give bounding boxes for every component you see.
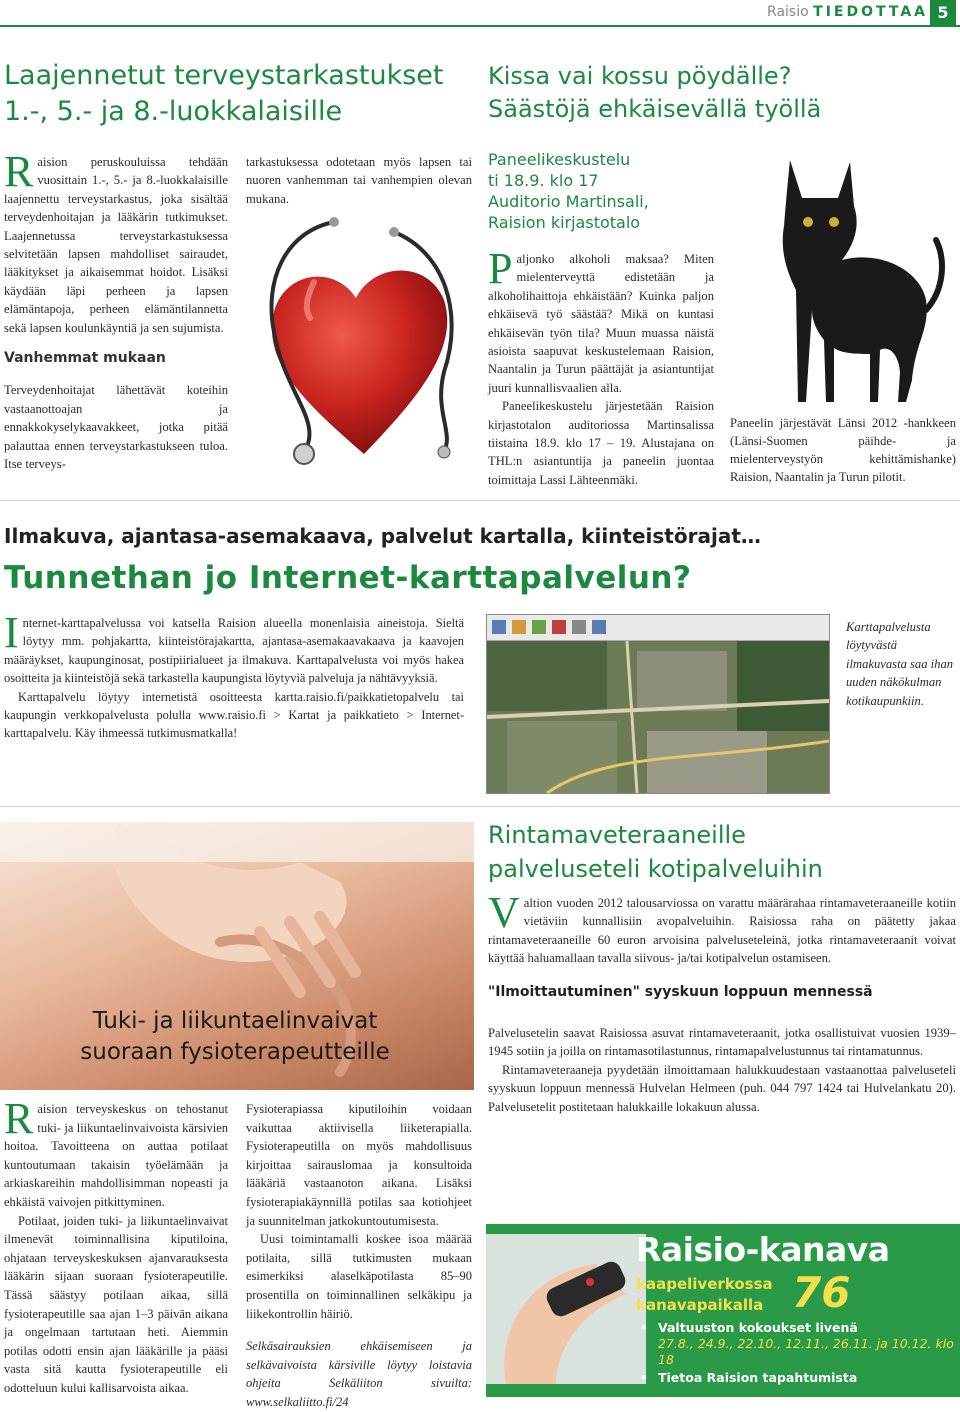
article3-body [4,608,464,743]
article2-body [488,244,714,489]
article4-paragraph4: Uusi toimintamalli koskee isoa määrää potilaita, sillä tutkimusten mukaan esimerkiksi alaselkäpotilasta 85–90 prosentilla on toiminnallinen selkäkipu ja liikekontrollin häiriö. [246,1232,472,1321]
heart-stethoscope-image [244,212,472,478]
article3-caption: Karttapalvelusta löytyvästä ilmakuvasta saa ihan uuden näkökulman kotikaupunkiin. [846,620,954,708]
article1-paragraph3: tarkastuksessa odotetaan myös lapsen tai nuoren vanhemman tai vanhempien olevan mukana. [246,155,472,206]
article5-title [488,818,948,886]
article2-paragraph2: Paneelikeskustelu järjestetään Raision kirjastotalon auditoriossa Martinsalissa tiistaina 18.9. klo 17 – 19. Alustajana on THL:n asiantuntija ja paneelin juontaa toimittaja Lassi Lähteenmäki. [488,399,714,487]
article3-paragraph2: Karttapalvelu löytyy internetistä osoitteesta kartta.raisio.fi/paikkatietopalvelu tai kaupungin verkkopalvelusta polulla www.raisio.fi > Kartat ja paikkatieto > Internet-karttapalvelu. Käy ihmeessä tutkimusmatkalla! [4,689,464,741]
article4-dropcap: R [4,1094,34,1143]
article3-title: Tunnethan jo Internet-karttapalvelun? [4,560,692,596]
article2-dropcap: P [488,244,513,293]
ad-bullet1 [636,1320,956,1336]
article5-title-line2: palveluseteli kotipalveluihin [488,855,823,883]
map-tool-icon [512,620,526,634]
article1-paragraph1: aision peruskouluissa tehdään vuosittain 1.-, 5.- ja 8.-luokkalaisille laajennettu terveystarkastus, joka sisältää terveydenhoitajan ja lääkärin tutkimukset. Laajennetussa terveystarkastuksessa selvitetään lapsen mahdolliset sairaudet, lääkitykset ja aikaisemmat hoidot. Lisäksi käydään läpi perheen ja lapsen elämäntapoja, perheen elämäntilannetta sekä lapsen koulunkäyntiä ja sen sujumista. [4,155,228,335]
article2-title [488,60,928,126]
map-tool-icon [592,620,606,634]
bullet-icon: • [640,1320,648,1335]
ad-channel-number: 76 [792,1268,851,1317]
event-line4: Raision kirjastotalo [488,213,641,232]
masthead-rule [0,25,960,27]
article5-paragraph3: Rintamaveteraaneja pyydetään ilmoittamaan halukkuudestaan vastaanottaa palveluseteli syyskuun loppuun mennessä Hulvelan Helmeen (puh. 044 797 1424 tai Hulvelankatu 20). Palvelusetelit postitetaan halukkaille lokakuun alussa. [488,1062,956,1114]
brand-raisio: Raisio [767,4,809,20]
ad-channel-text [636,1274,773,1316]
map-tool-icon [572,620,586,634]
article5-dropcap: V [488,888,520,937]
article2-event-info [488,149,708,233]
raisio-kanava-ad [486,1224,960,1397]
brand-section: TIEDOTTAA [813,4,928,20]
article1-title-line1: Laajennetut terveystarkastukset [4,60,444,91]
article5-title-line1: Rintamaveteraaneille [488,821,746,849]
map-tool-icon [532,620,546,634]
article1-title [4,58,474,130]
page-number: 5 [930,0,956,26]
article1-subheading: Vanhemmat mukaan [4,350,166,367]
map-tool-icon [552,620,566,634]
article2-title-line1: Kissa vai kossu pöydälle? [488,62,792,90]
article4-title [40,1006,430,1068]
article2-paragraph1: aljonko alkoholi maksaa? Miten mielenterveyttä edistetään ja alkoholihaittoja ehkäistään? Kuinka paljon ehkäisevä työ säästää? Mikä on kuntasi ehkäisevän työn tila? Muun muassa näistä asioista saapuvat keskustelemaan Raision, Naantalin ja Turun päättäjät ja asiantuntijat juuri kunnallisvaalien alla. [488,252,714,395]
section-divider-2 [0,806,960,807]
article1-paragraph2: Terveydenhoitajat lähettävät koteihin vastaanottoajan ja ennakkokyselykaavakkeet, jotka pitää palauttaa ennen terveystarkastukseen tuloa. Itse terveys- [4,383,228,472]
article4-paragraph3: Fysioterapiassa kiputiloihin voidaan vaikuttaa aktiivisella liiketerapialla. Fysioterapeutilla on myös mahdollisuus kirjoittaa sairauslomaa ja konsultoida lääkäriä vastaanoton aikana. Lisäksi fysioterapiakäynnillä potilas saa kotiohjeet ja suunnitelman jatkokuntoutumisesta. [246,1102,472,1228]
map-tool-icon [492,620,506,634]
ad-title: Raisio-kanava [636,1230,890,1269]
event-line3: Auditorio Martinsali, [488,192,649,211]
ad-bullet1-dates: 27.8., 24.9., 22.10., 12.11., 26.11. ja 10.12. klo 18 [658,1336,954,1367]
article4-title-line2: suoraan fysioterapeutteille [80,1039,390,1065]
bullet-icon: • [640,1370,648,1385]
aerial-map [487,641,829,793]
article5-body-top [488,888,956,968]
article4-col1 [4,1094,228,1398]
event-line1: Paneelikeskustelu [488,150,631,169]
article2-title-line2: Säästöjä ehkäisevällä työllä [488,95,822,123]
masthead [0,0,960,28]
map-toolbar [487,615,829,641]
ad-bullet2 [636,1370,956,1386]
article4-title-line1: Tuki- ja liikuntaelinvaivat [92,1008,378,1034]
event-line2: ti 18.9. klo 17 [488,171,599,190]
masthead-brand [767,4,928,20]
article2-caption: Paneelin järjestävät Länsi 2012 -hankkeen (Länsi-Suomen päihde- ja mielenterveystyön kehittämishanke) Raision, Naantalin ja Turun pilotit. [730,416,956,484]
black-cat-image [730,140,956,410]
ad-line2: kanavapaikalla [636,1296,764,1314]
article5-body-bottom [488,1024,956,1116]
article4-col2 [246,1100,472,1412]
ad-line1: kaapeliverkossa [636,1275,773,1293]
ad-bullet1-text: Valtuuston kokoukset livenä [658,1320,858,1335]
article3-kicker: Ilmakuva, ajantasa-asemakaava, palvelut kartalla, kiinteistörajat… [4,524,761,548]
article1-title-line2: 1.-, 5.- ja 8.-luokkalaisille [4,96,343,127]
article3-dropcap: I [4,608,19,657]
article5-paragraph2: Palvelusetelin saavat Raisiossa asuvat rintamaveteraanit, jotka osallistuivat vuosien 1939–1945 sotiin ja joilla on rintamasotilastunnus, rintamapalvelustunnus tai rintamatunnus. [488,1026,956,1059]
map-service-screenshot [486,614,830,794]
article1-col1 [4,147,228,474]
article5-subheading: "Ilmoittautuminen" syyskuun loppuun mennessä [488,984,873,1000]
article3-paragraph1: nternet-karttapalvelussa voi katsella Raision alueella monenlaisia aineistoja. Sieltä löytyy mm. pohjakartta, kiinteistörajakartta, ajantasa-asemakaavakaava ja kaavojen määräykset, kaupunginosat, postipiirialueet ja ilmakuva. Karttapalvelusta voi myös hakea osoitteita ja kiinteistöjä sekä tarkastella kaupungista löytyviä palveluja ja nähtävyyksiä. [4,616,464,686]
article1-dropcap: R [4,147,34,196]
section-divider-1 [0,500,960,501]
article4-paragraph2: Potilaat, joiden tuki- ja liikuntaelinvaivat ilmenevät toiminnallisina kiputiloina, ohjataan terveyskeskuksen ajanvarauksesta lääkärin sijaan suoraan fysioterapeutille. Tässä säästyy potilaan aikaa, sillä fysioterapeutille saa ajan 1–3 päivän aikana ja ongelmaan tartutaan heti. Aiemmin potilas odotti ensin ajan lääkärille ja pääsi vasta sitä kautta fysioterapeutille eli odotteluun kului kallisarvoista aikaa. [4,1213,228,1395]
tv-remote-image [486,1234,646,1384]
article5-paragraph1: altion vuoden 2012 talousarviossa on varattu määrärahaa rintamaveteraaneille kotiin vietäviin kunnallisiin avopalveluihin. Raisiossa raha on päätetty jakaa rintamaveteraaneille 60 euron arvoisina palveluseteleinä, jotka rintamaveteraanit voivat käyttää haluamallaan tavalla siivous- ja/tai kotipalvelun ostamiseen. [488,896,956,966]
article4-paragraph5: Selkäsairauksien ehkäisemiseen ja selkävaivoista kärsiville löytyy loistavia ohjeita Selkäliiton sivuilta: www.selkaliitto.fi/24 [246,1339,472,1409]
ad-bullet2-text: Tietoa Raision tapahtumista [658,1370,858,1385]
article4-paragraph1: aision terveyskeskus on tehostanut tuki- ja liikuntaelinvaivoista kärsivien hoitoa. Tavoitteena on auttaa potilaat kuntoutumaan takaisin työelämään ja arkiaskareihin mahdollisimman nopeasti ja ehkäistä vaivojen pitkittyminen. [4,1102,228,1209]
ad-bullets [636,1320,956,1386]
